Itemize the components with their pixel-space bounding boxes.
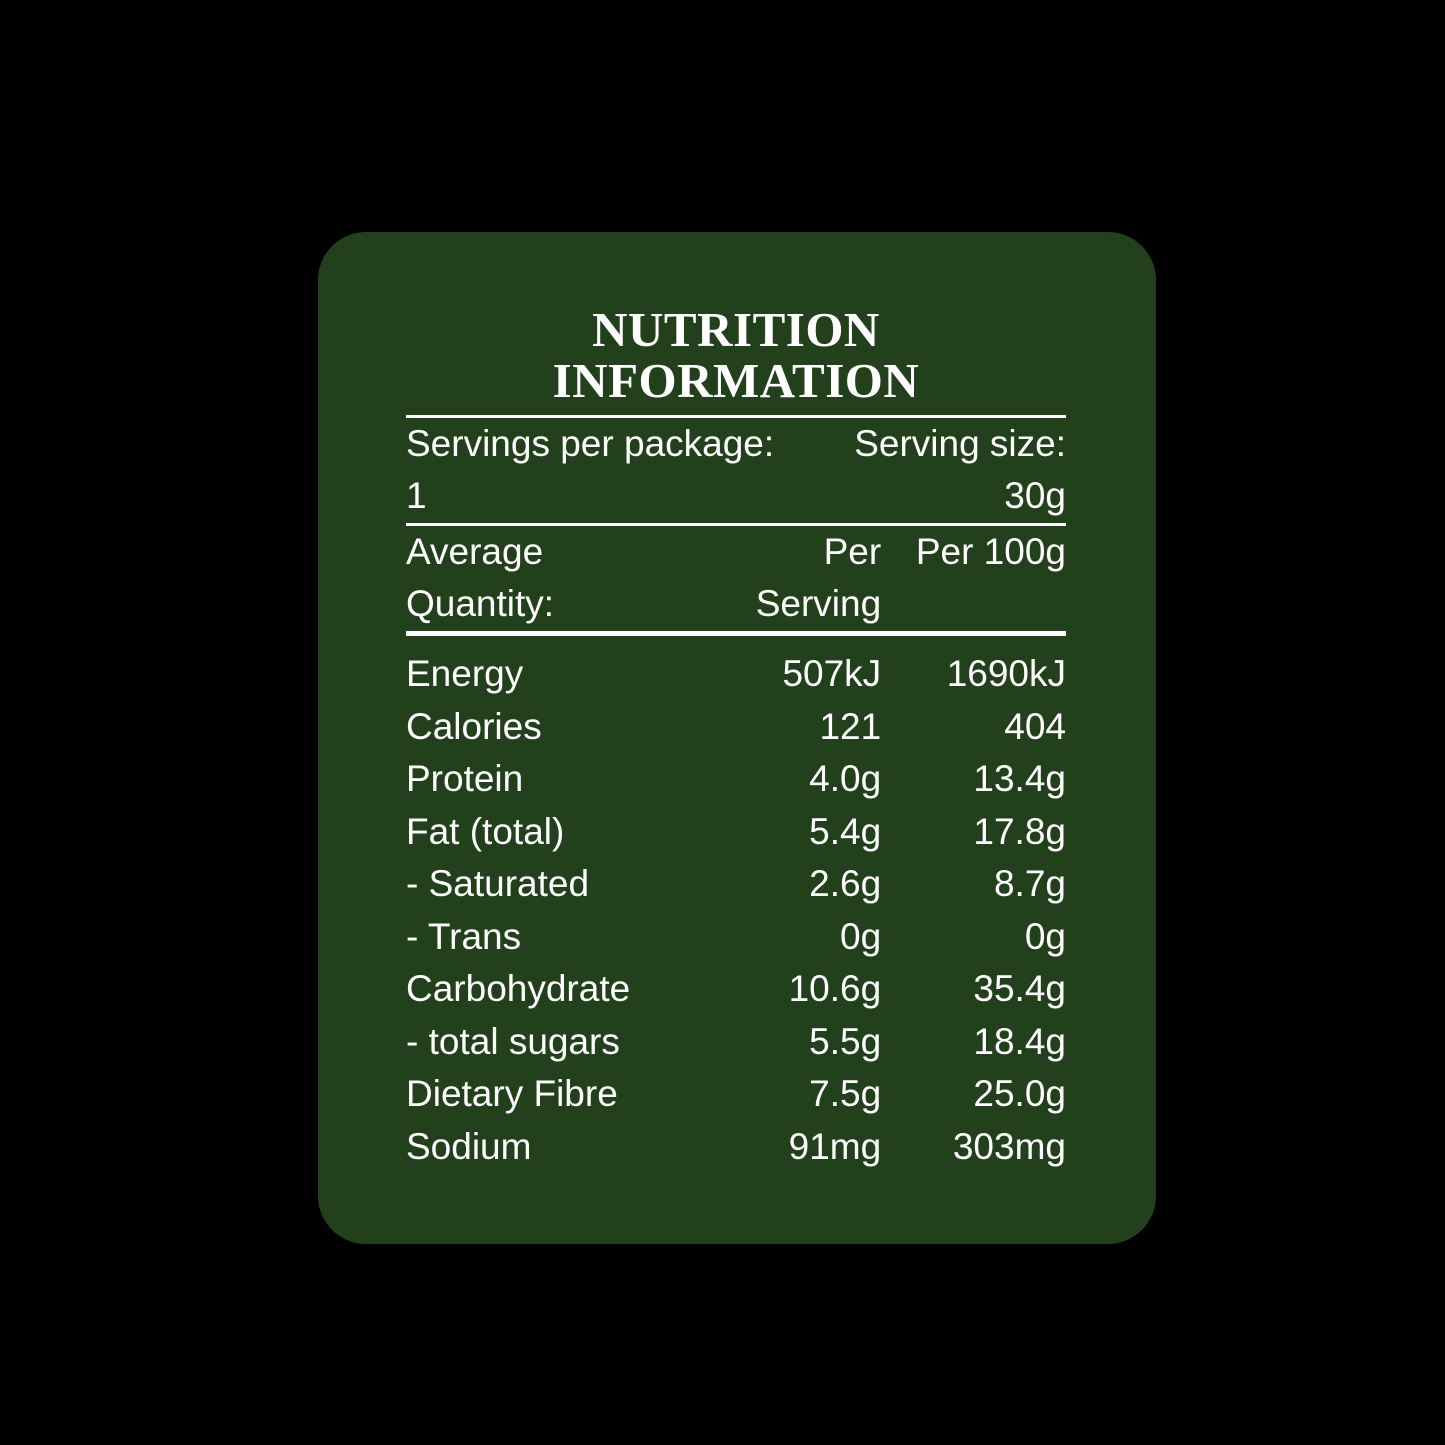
table-row (406, 858, 1066, 911)
nutrition-information-panel (318, 232, 1156, 1244)
row-serving-saturated: 2.6g (809, 863, 882, 905)
row-label-protein: Protein (406, 758, 524, 800)
row-100g-carbohydrate: 35.4g (973, 968, 1066, 1010)
row-label-energy: Energy (406, 653, 524, 694)
row-100g-trans: 0g (1024, 915, 1066, 957)
nutrition-header-table (406, 526, 1066, 631)
page-title: NUTRITION INFORMATION (552, 302, 920, 409)
nutrition-values-table (406, 636, 1066, 1173)
table-row (406, 1068, 1066, 1121)
row-label-sodium: Sodium (406, 1125, 532, 1167)
row-serving-fat-total: 5.4g (809, 810, 882, 852)
row-100g-total-sugars: 18.4g (973, 1020, 1066, 1062)
row-100g-protein: 13.4g (973, 758, 1066, 800)
row-serving-protein: 4.0g (809, 758, 882, 800)
row-label-carbohydrate: Carbohydrate (406, 968, 631, 1010)
nutrition-label-content (406, 304, 1066, 1173)
average-quantity-header: Average Quantity: (406, 530, 555, 625)
serving-size-label: Serving size: 30g (854, 422, 1066, 517)
table-row (406, 753, 1066, 806)
table-row (406, 636, 1066, 701)
row-label-calories: Calories (406, 705, 542, 747)
row-serving-sodium: 91mg (788, 1125, 882, 1167)
table-row (406, 701, 1066, 754)
row-100g-fat-total: 17.8g (973, 810, 1066, 852)
table-header-row (406, 526, 1066, 631)
per-serving-header: Per Serving (755, 530, 882, 625)
row-serving-total-sugars: 5.5g (809, 1020, 882, 1062)
row-label-trans: - Trans (406, 915, 522, 957)
row-label-dietary-fibre: Dietary Fibre (406, 1073, 618, 1115)
row-100g-sodium: 303mg (952, 1125, 1066, 1167)
row-label-saturated: - Saturated (406, 863, 590, 905)
table-row (406, 1121, 1066, 1174)
servings-per-package-label: Servings per package: 1 (406, 422, 775, 517)
servings-row (406, 418, 1066, 523)
nutrition-table (406, 418, 1066, 523)
row-serving-dietary-fibre: 7.5g (809, 1073, 882, 1115)
row-100g-dietary-fibre: 25.0g (973, 1073, 1066, 1115)
row-serving-energy: 507kJ (782, 653, 882, 694)
row-serving-carbohydrate: 10.6g (788, 968, 882, 1010)
table-row (406, 963, 1066, 1016)
row-serving-calories: 121 (819, 705, 882, 747)
row-label-fat-total: Fat (total) (406, 810, 565, 852)
row-100g-calories: 404 (1004, 705, 1066, 747)
per-100g-header: Per 100g (915, 530, 1066, 572)
row-serving-trans: 0g (840, 915, 882, 957)
table-row (406, 911, 1066, 964)
row-100g-energy: 1690kJ (946, 653, 1066, 694)
row-100g-saturated: 8.7g (993, 863, 1066, 905)
row-label-total-sugars: - total sugars (406, 1020, 620, 1062)
table-row (406, 1016, 1066, 1069)
table-row (406, 806, 1066, 859)
